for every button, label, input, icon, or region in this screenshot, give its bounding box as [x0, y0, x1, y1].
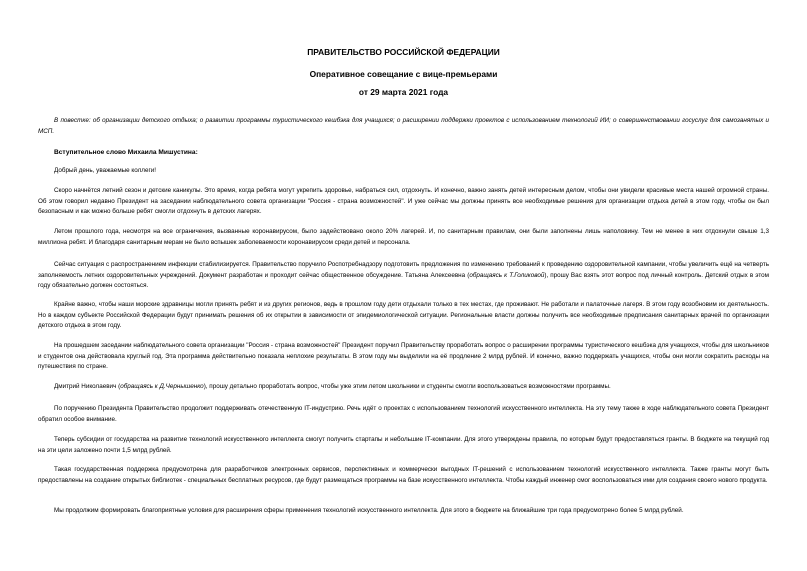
paragraph-6-text-a: Дмитрий Николаевич ( — [54, 383, 121, 390]
paragraph-7: По поручению Президента Правительство продолжит поддерживать отечественную IT-индустрию. Речь идёт о проектах с использованием технологий искусственного интеллекта. На эту тему также в ходе наблюдательного совета Президент обратил особое внимание. — [38, 405, 769, 423]
paragraph-3-aside: обращаясь к Т.Голиковой — [469, 271, 545, 279]
paragraph-8: Теперь субсидии от государства на развитие технологий искусственного интеллекта смогут получить стартапы и небольшие IT-компании. Для этого утверждены правила, по которым будут предоставляться гранты. В бюджете на текущий год на эти цели заложено почти 1,5 млрд рублей. — [38, 436, 769, 454]
paragraph-1: Скоро начнётся летний сезон и детские каникулы. Это время, когда ребята могут укрепить здоровье, набраться сил, отдохнуть. И конечно, важно занять детей интересным делом, чтобы они увидели красивые места нашей огромной страны. Об этом говорил недавно Президент на заседании наблюдательного совета организации "Россия - страна возможностей". И уже сейчас мы должны принять все необходимые решения для организации отдыха детей в этом году, чтобы он был безопасным и как можно больше ребят смогли отдохнуть в детских лагерях. — [38, 187, 769, 215]
paragraph-6-text-b: ), прошу детально проработать вопрос, чтобы уже этим летом школьники и студенты смогли воспользоваться возможностями программы. — [203, 383, 611, 390]
paragraph-6 — [38, 382, 769, 393]
paragraph-10: Мы продолжим формировать благоприятные условия для расширения сферы применения технологий искусственного интеллекта. Для этого в бюджете на ближайшие три года предусмотрено более 5 млрд рублей. — [54, 507, 684, 514]
paragraph-4: Крайне важно, чтобы наши морские здравницы могли принять ребят и из других регионов, ведь в прошлом году дети отдыхали только в тех местах, где проживают. Не работали и палаточные лагеря. В этом году возобновим их деятельность. Но в каждом субъекте Российской Федерации будут принимать решения об их открытии в зависимости от эпидемиологической ситуации. Региональные власти должны получить все необходимые предписания санитарных врачей по организации детского отдыха в этом году. — [38, 301, 769, 329]
paragraph-6-aside: обращаясь к Д.Чернышенко — [120, 383, 204, 390]
paragraph-3-text-a: Сейчас ситуация с распространением инфекции стабилизируется. Правительство поручило Роспотребнадзору подготовить предложения по изменению требований к проведению оздоровительной кампании, чтобы увеличить ещё на четверть заполняемость летних оздоровительных учреждений. Документ разработан и проходит сейчас общественное обсуждение. Татьяна Алексеевна ( — [38, 261, 769, 279]
paragraph-2: Летом прошлого года, несмотря на все ограничения, вызванные коронавирусом, было задействовано около 20% лагерей. И, по санитарным правилам, они были заполнены лишь наполовину. Тем не менее в них отдохнули свыше 1,3 миллиона ребят. И благодаря санитарным мерам не было вспышек заболеваемости коронавирусом среди детей и персонала. — [38, 228, 769, 246]
paragraph-3 — [38, 260, 769, 292]
agenda-paragraph: В повестке: об организации детского отдыха; о развитии программы туристического кешбэка для учащихся; о расширении поддержки проектов с использованием технологий ИИ; о совершенствовании госуслуг для самозанятых и МСП. — [38, 117, 769, 135]
government-title: ПРАВИТЕЛЬСТВО РОССИЙСКОЙ ФЕДЕРАЦИИ — [307, 47, 500, 57]
greeting-paragraph: Добрый день, уважаемые коллеги! — [54, 167, 157, 174]
paragraph-3-text-b: ), прошу Вас взять этот вопрос под личный контроль. Детский отдых в этом году обязательно должен состояться. — [38, 271, 769, 289]
meeting-title: Оперативное совещание с вице-премьерами — [309, 69, 498, 79]
paragraph-5: На прошедшем заседании наблюдательного совета организации "Россия - страна возможностей" Президент поручил Правительству проработать вопрос о расширении программы туристического кешбэка для учащихся, чтобы для школьников и студентов она действовала круглый год. Эта программа действительно показала неплохие результаты. В этом году мы выделили на её продление 2 млрд рублей. И конечно, важно поддержать учащихся, чтобы они могли сократить расходы на путешествия по стране. — [38, 342, 769, 370]
meeting-date: от 29 марта 2021 года — [358, 87, 449, 97]
speech-heading: Вступительное слово Михаила Мишустина: — [54, 149, 198, 156]
paragraph-9: Такая государственная поддержка предусмотрена для разработчиков электронных сервисов, перспективных и коммерчески выгодных IT-решений с использованием технологий искусственного интеллекта. Также гранты могут быть предоставлены на создание открытых библиотек - специальных бесплатных ресурсов, где будут размещаться программы на базе искусственного интеллекта. Чтобы каждый инженер смог воспользоваться ими для создания своего нового продукта. — [38, 466, 769, 484]
